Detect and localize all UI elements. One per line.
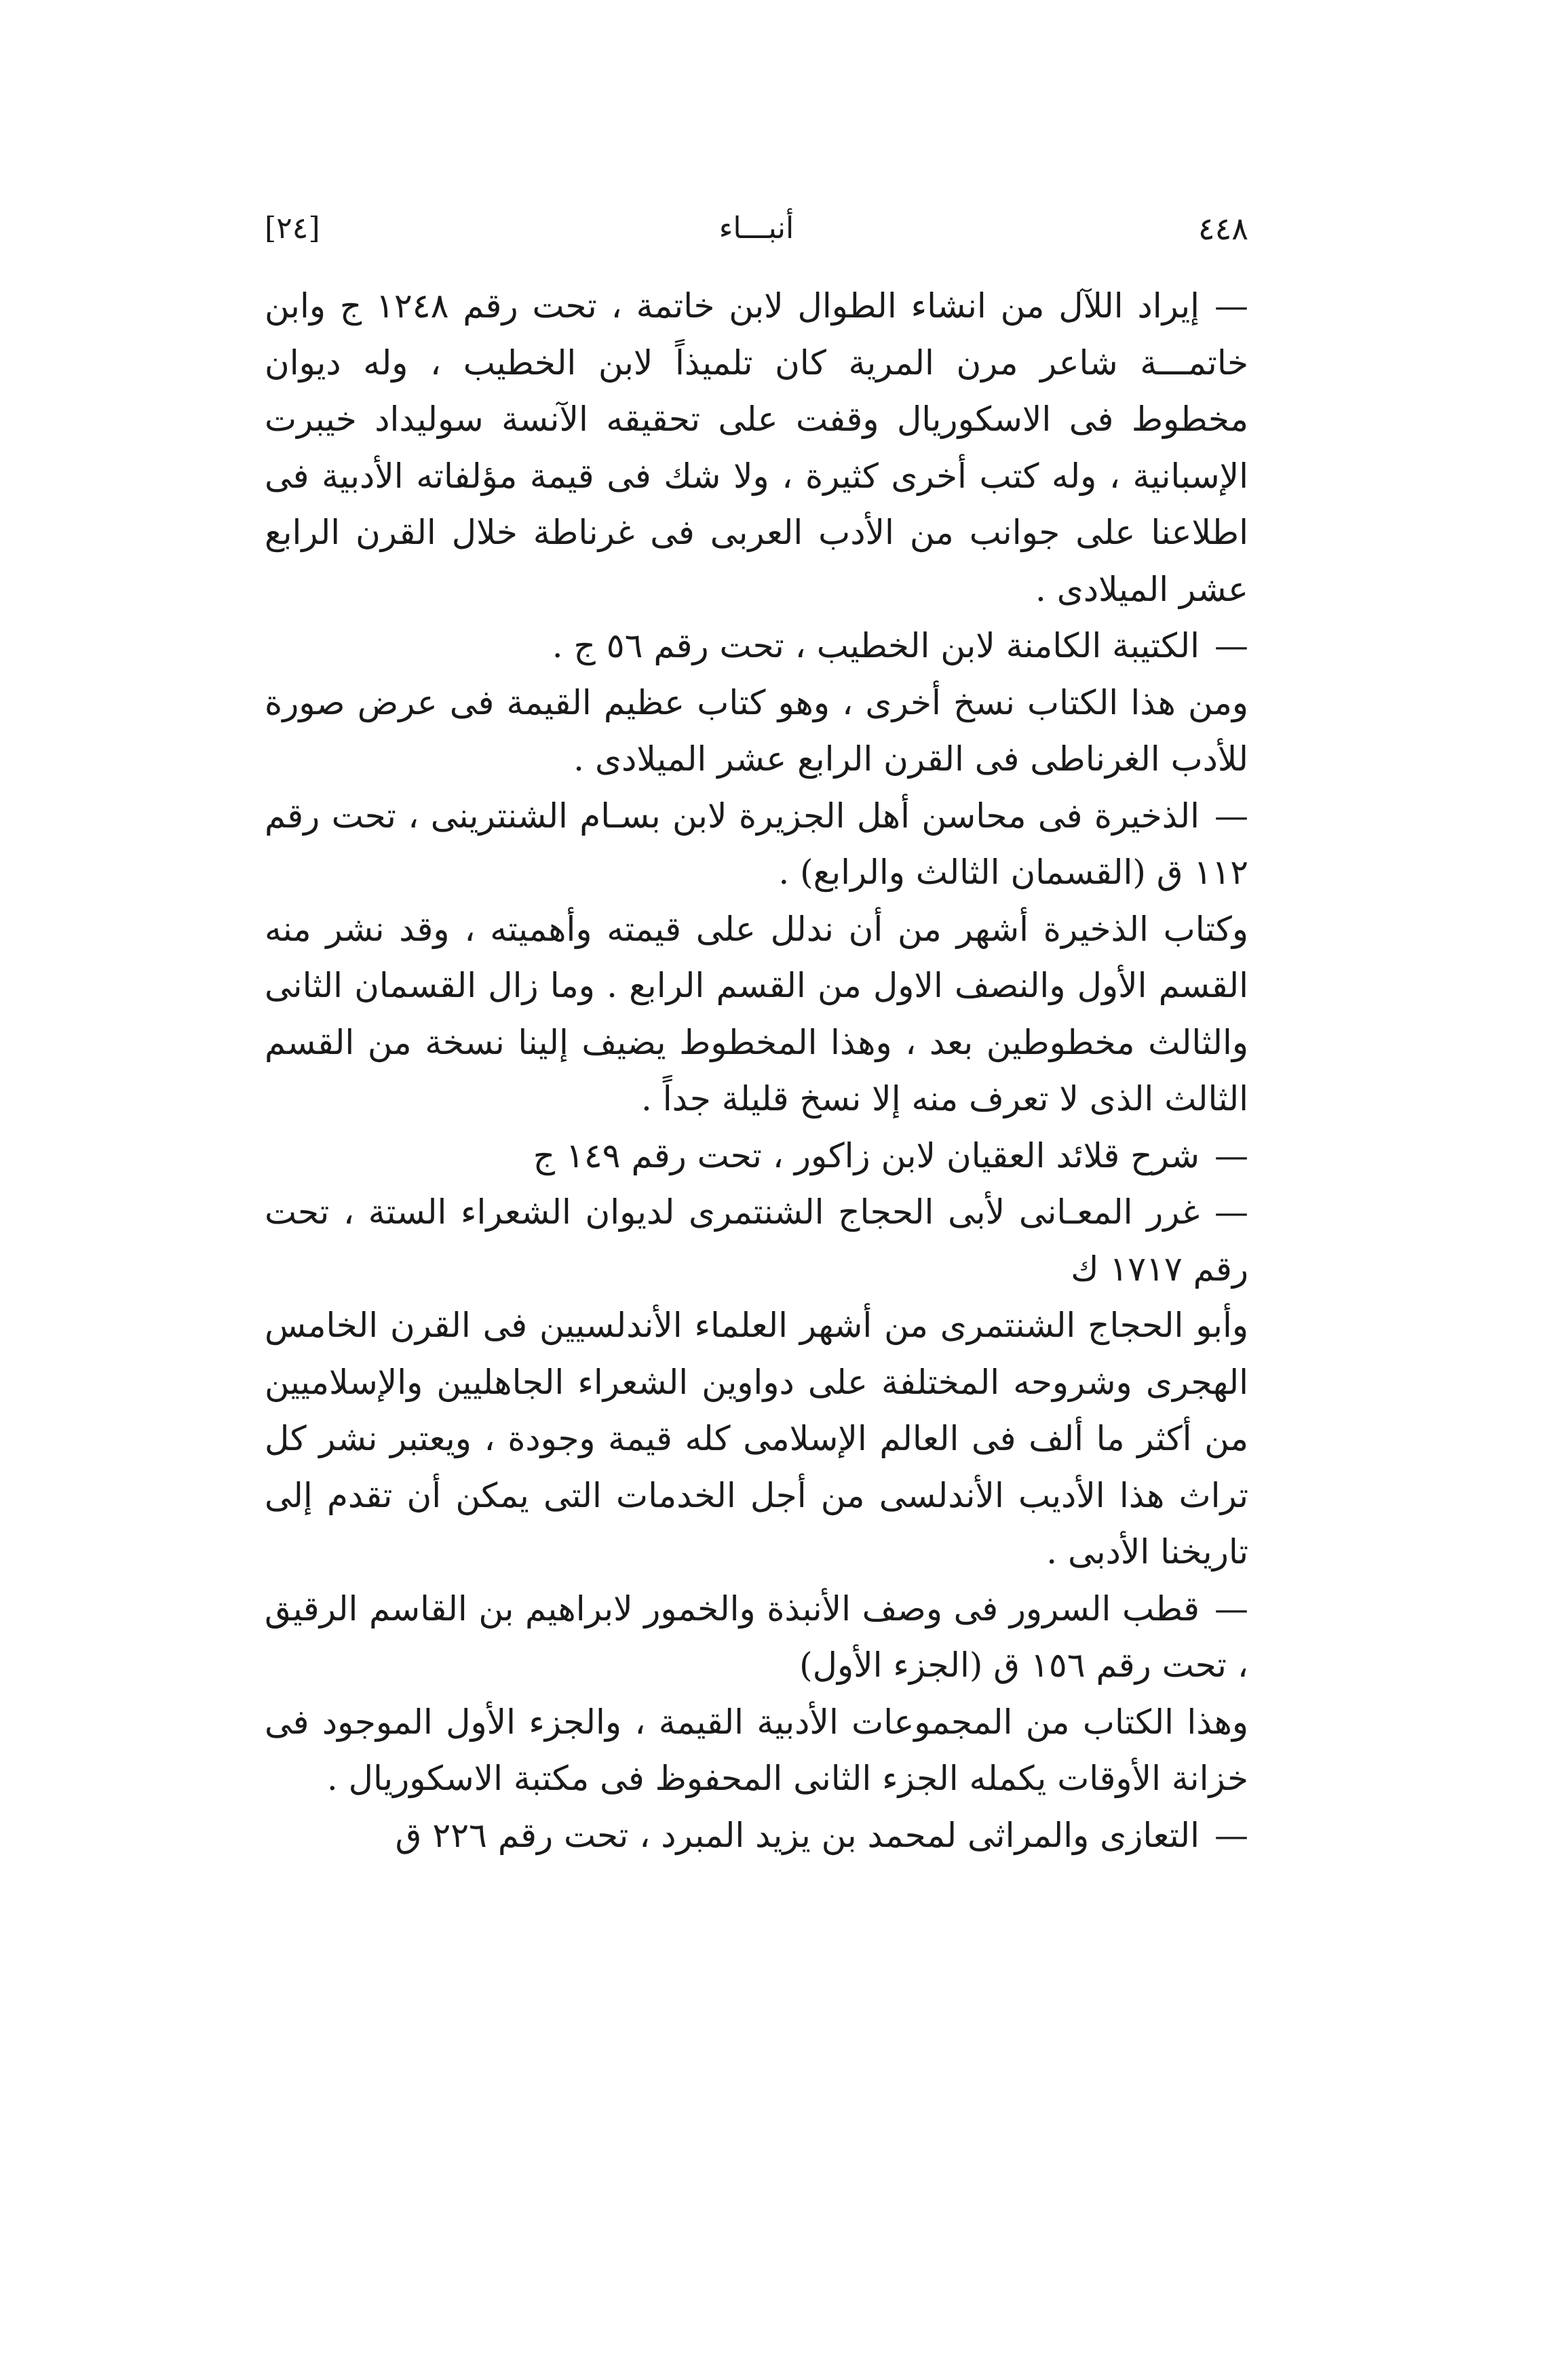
commentary-paragraph: [265, 1694, 1248, 1808]
entry-dash: —: [1214, 1815, 1248, 1855]
page-number: ٤٤٨: [1197, 210, 1248, 247]
entry-text: الكتيبة الكامنة لابن الخطيب ، تحت رقم ٥٦ ج .: [552, 626, 1200, 665]
paragraph-text: وأبو الحجاج الشنتمرى من أشهر العلماء الأندلسيين فى القرن الخامس الهجرى وشروحه المختلفة على دواوين الشعراء الجاهليين والإسلاميين من أكثر ما ألف فى العالم الإسلامى كله قيمة وجودة ، ويعتبر نشر كل تراث هذا الأديب الأندلسى من أجل الخدمات التى يمكن أن تقدم إلى تاريخنا الأدبى .: [265, 1306, 1248, 1572]
entry-dash: —: [1214, 1135, 1248, 1175]
body-text: [265, 278, 1248, 1864]
commentary-paragraph: [265, 675, 1248, 788]
paragraph-text: ومن هذا الكتاب نسخ أخرى ، وهو كتاب عظيم القيمة فى عرض صورة للأدب الغرناطى فى القرن الرابع عشر الميلادى .: [265, 682, 1248, 779]
entry-dash: —: [1214, 1588, 1248, 1628]
catalog-entry: [265, 278, 1248, 618]
catalog-entry: [265, 1808, 1248, 1865]
entry-text: التعازى والمراثى لمحمد بن يزيد المبرد ، تحت رقم ٢٢٦ ق: [395, 1815, 1200, 1855]
entry-dash: —: [1214, 286, 1249, 326]
entry-dash: —: [1214, 796, 1248, 836]
entry-text: شرح قلائد العقيان لابن زاكور ، تحت رقم ١٤٩ ج: [533, 1135, 1200, 1175]
commentary-paragraph: [265, 901, 1248, 1128]
section-number: [٢٤]: [265, 211, 320, 246]
catalog-entry: [265, 1184, 1248, 1298]
running-header: [265, 198, 1248, 259]
entry-text: إيراد اللآل من انشاء الطوال لابن خاتمة ، تحت رقم ١٢٤٨ ج وابن خاتمـــة شاعر مرن المرية كان تلميذاً لابن الخطيب ، وله ديوان مخطوط فى الاسكوريال وقفت على تحقيقه الآنسة سوليداد خيبرت الإسبانية ، وله كتب أخرى كثيرة ، ولا شك فى قيمة مؤلفاته الأدبية فى اطلاعنا على جوانب من الأدب العربى فى غرناطة خلال القرن الرابع عشر الميلادى .: [265, 286, 1248, 609]
entry-dash: —: [1214, 626, 1248, 665]
entry-text: قطب السرور فى وصف الأنبذة والخمور لابراهيم بن القاسم الرقيق ، تحت رقم ١٥٦ ق (الجزء الأول): [265, 1588, 1248, 1685]
catalog-entry: [265, 618, 1248, 675]
catalog-entry: [265, 1128, 1248, 1185]
catalog-entry: [265, 1581, 1248, 1694]
entry-text: غرر المعـانى لأبى الحجاج الشنتمرى لديوان الشعراء الستة ، تحت رقم ١٧١٧ ك: [265, 1192, 1248, 1289]
running-title: أنبـــاء: [718, 211, 794, 246]
commentary-paragraph: [265, 1298, 1248, 1581]
catalog-entry: [265, 788, 1248, 901]
entry-dash: —: [1214, 1192, 1248, 1232]
paragraph-text: وهذا الكتاب من المجموعات الأدبية القيمة ، والجزء الأول الموجود فى خزانة الأوقات يكمله الجزء الثانى المحفوظ فى مكتبة الاسكوريال .: [265, 1702, 1248, 1798]
entry-text: الذخيرة فى محاسن أهل الجزيرة لابن بسـام الشنترينى ، تحت رقم ١١٢ ق (القسمان الثالث والرابع) .: [265, 796, 1248, 892]
paragraph-text: وكتاب الذخيرة أشهر من أن ندلل على قيمته وأهميته ، وقد نشر منه القسم الأول والنصف الاول من القسم الرابع . وما زال القسمان الثانى والثالث مخطوطين بعد ، وهذا المخطوط يضيف إلينا نسخة من القسم الثالث الذى لا تعرف منه إلا نسخ قليلة جداً .: [265, 909, 1248, 1118]
